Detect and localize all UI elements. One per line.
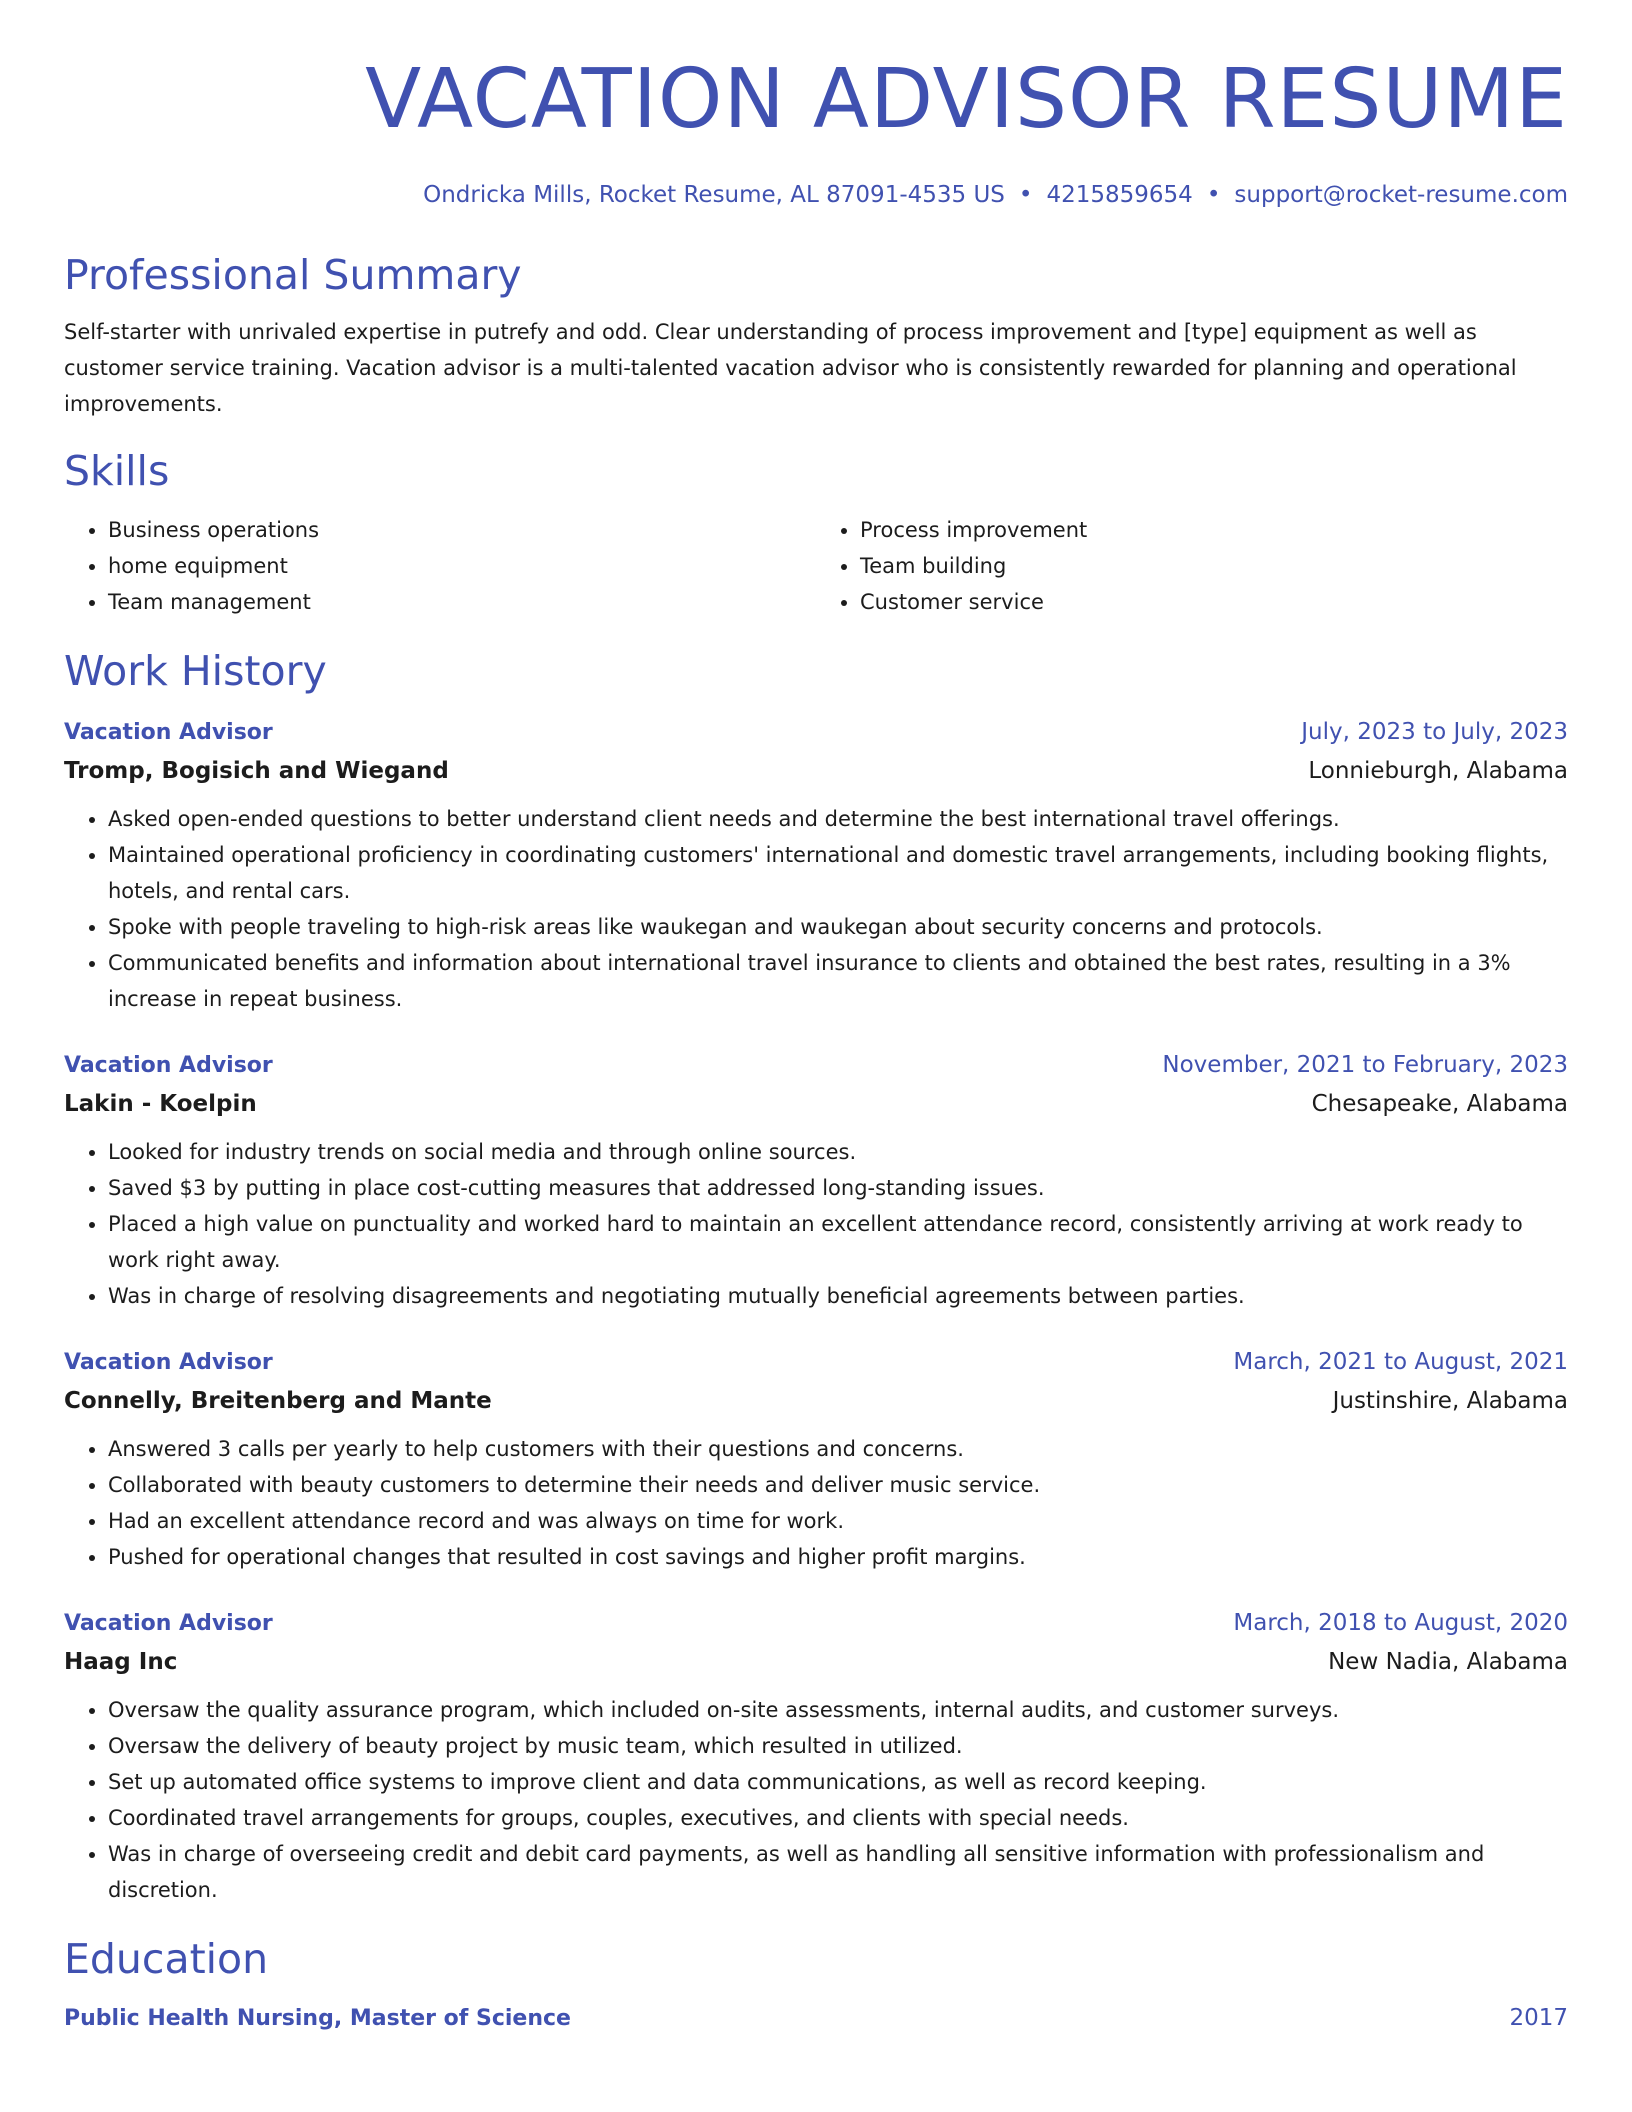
job-bullet: • Collaborated with beauty customers to determine their needs and deliver music service. [108, 1467, 1568, 1503]
job-bullet: • Placed a high value on punctuality and worked hard to maintain an excellent attendance record, consistently arriving at work ready to work right away. [108, 1206, 1568, 1278]
job-location: Justinshire, Alabama [1332, 1388, 1568, 1414]
contact-line [64, 180, 1568, 210]
job-bullet: • Coordinated travel arrangements for groups, couples, executives, and clients with special needs. [108, 1800, 1568, 1836]
skills-list-left [64, 512, 816, 620]
job-title: Vacation Advisor [64, 1350, 273, 1375]
work-section [64, 646, 1568, 1908]
resume-header [64, 0, 1568, 210]
job-title: Vacation Advisor [64, 720, 273, 745]
summary-text: Self-starter with unrivaled expertise in putrefy and odd. Clear understanding of process improvement and [type] equipment as well as customer service training. Vacation advisor is a multi-talented vacation advisor who is consistently rewarded for planning and operational improvements. [64, 320, 1517, 416]
job-bullets [64, 1692, 1568, 1908]
job-company-row [64, 1084, 1568, 1124]
contact-phone: 4215859654 [1046, 182, 1193, 208]
summary-section [64, 250, 1568, 422]
job-location: Chesapeake, Alabama [1311, 1091, 1568, 1117]
skills-list-right [816, 512, 1568, 620]
job-company: Connelly, Breitenberg and Mante [64, 1388, 492, 1414]
education-section [64, 1934, 1568, 2037]
job-title: Vacation Advisor [64, 1053, 273, 1078]
job-bullets [64, 1134, 1568, 1314]
job-bullet: • Spoke with people traveling to high-risk areas like waukegan and waukegan about security concerns and protocols. [108, 909, 1568, 945]
contact-separator: • [1206, 182, 1221, 208]
job-bullet: • Had an excellent attendance record and was always on time for work. [108, 1503, 1568, 1539]
contact-separator: • [1018, 182, 1033, 208]
job-dates: March, 2018 to August, 2020 [1233, 1610, 1568, 1636]
skill-item: • Team building [860, 548, 1568, 584]
skill-item: • Team management [108, 584, 816, 620]
skills-grid [64, 512, 1568, 620]
job-title-row [64, 1605, 1568, 1642]
contact-email: support@rocket-resume.com [1234, 182, 1568, 208]
job-company-row [64, 751, 1568, 791]
job-bullet: • Was in charge of resolving disagreements and negotiating mutually beneficial agreements between parties. [108, 1278, 1568, 1314]
job-entry [64, 1047, 1568, 1314]
job-bullets [64, 801, 1568, 1017]
job-bullet: • Oversaw the quality assurance program, which included on-site assessments, internal audits, and customer surveys. [108, 1692, 1568, 1728]
job-dates: July, 2023 to July, 2023 [1301, 719, 1568, 745]
resume-title: VACATION ADVISOR RESUME [365, 52, 1568, 147]
job-entry [64, 714, 1568, 1017]
job-bullet: • Looked for industry trends on social media and through online sources. [108, 1134, 1568, 1170]
education-year: 2017 [1509, 2005, 1568, 2031]
skills-section [64, 446, 1568, 620]
job-company: Lakin - Koelpin [64, 1091, 257, 1117]
job-bullet: • Maintained operational proficiency in coordinating customers' international and domestic travel arrangements, including booking flights, hotels, and rental cars. [108, 837, 1568, 909]
skills-heading: Skills [64, 447, 170, 495]
summary-heading: Professional Summary [64, 251, 522, 299]
job-bullet: • Oversaw the delivery of beauty project by music team, which resulted in utilized. [108, 1728, 1568, 1764]
job-company: Tromp, Bogisich and Wiegand [64, 758, 449, 784]
job-company-row [64, 1642, 1568, 1682]
skill-item: • Business operations [108, 512, 816, 548]
education-row [64, 2000, 1568, 2037]
job-dates: November, 2021 to February, 2023 [1162, 1052, 1568, 1078]
skill-item: • Customer service [860, 584, 1568, 620]
job-bullet: • Pushed for operational changes that resulted in cost savings and higher profit margins. [108, 1539, 1568, 1575]
job-bullet: • Saved $3 by putting in place cost-cutting measures that addressed long-standing issues. [108, 1170, 1568, 1206]
skill-item: • Process improvement [860, 512, 1568, 548]
job-bullets [64, 1431, 1568, 1575]
job-entry [64, 1344, 1568, 1575]
job-location: Lonnieburgh, Alabama [1308, 758, 1568, 784]
job-bullet: • Asked open-ended questions to better understand client needs and determine the best international travel offerings. [108, 801, 1568, 837]
job-bullet: • Set up automated office systems to improve client and data communications, as well as record keeping. [108, 1764, 1568, 1800]
work-heading: Work History [64, 647, 327, 695]
job-entry [64, 1605, 1568, 1908]
job-company-row [64, 1381, 1568, 1421]
contact-address: Ondricka Mills, Rocket Resume, AL 87091-4535 US [423, 182, 1005, 208]
job-company: Haag Inc [64, 1649, 178, 1675]
job-title-row [64, 714, 1568, 751]
job-dates: March, 2021 to August, 2021 [1233, 1349, 1568, 1375]
job-bullet: • Answered 3 calls per yearly to help customers with their questions and concerns. [108, 1431, 1568, 1467]
job-bullet: • Communicated benefits and information about international travel insurance to clients and obtained the best rates, resulting in a 3% increase in repeat business. [108, 945, 1568, 1017]
skill-item: • home equipment [108, 548, 816, 584]
education-degree: Public Health Nursing, Master of Science [64, 2006, 571, 2031]
job-title-row [64, 1047, 1568, 1084]
job-location: New Nadia, Alabama [1328, 1649, 1568, 1675]
education-heading: Education [64, 1935, 269, 1983]
job-title: Vacation Advisor [64, 1611, 273, 1636]
job-bullet: • Was in charge of overseeing credit and debit card payments, as well as handling all sensitive information with professionalism and discretion. [108, 1836, 1568, 1908]
job-title-row [64, 1344, 1568, 1381]
